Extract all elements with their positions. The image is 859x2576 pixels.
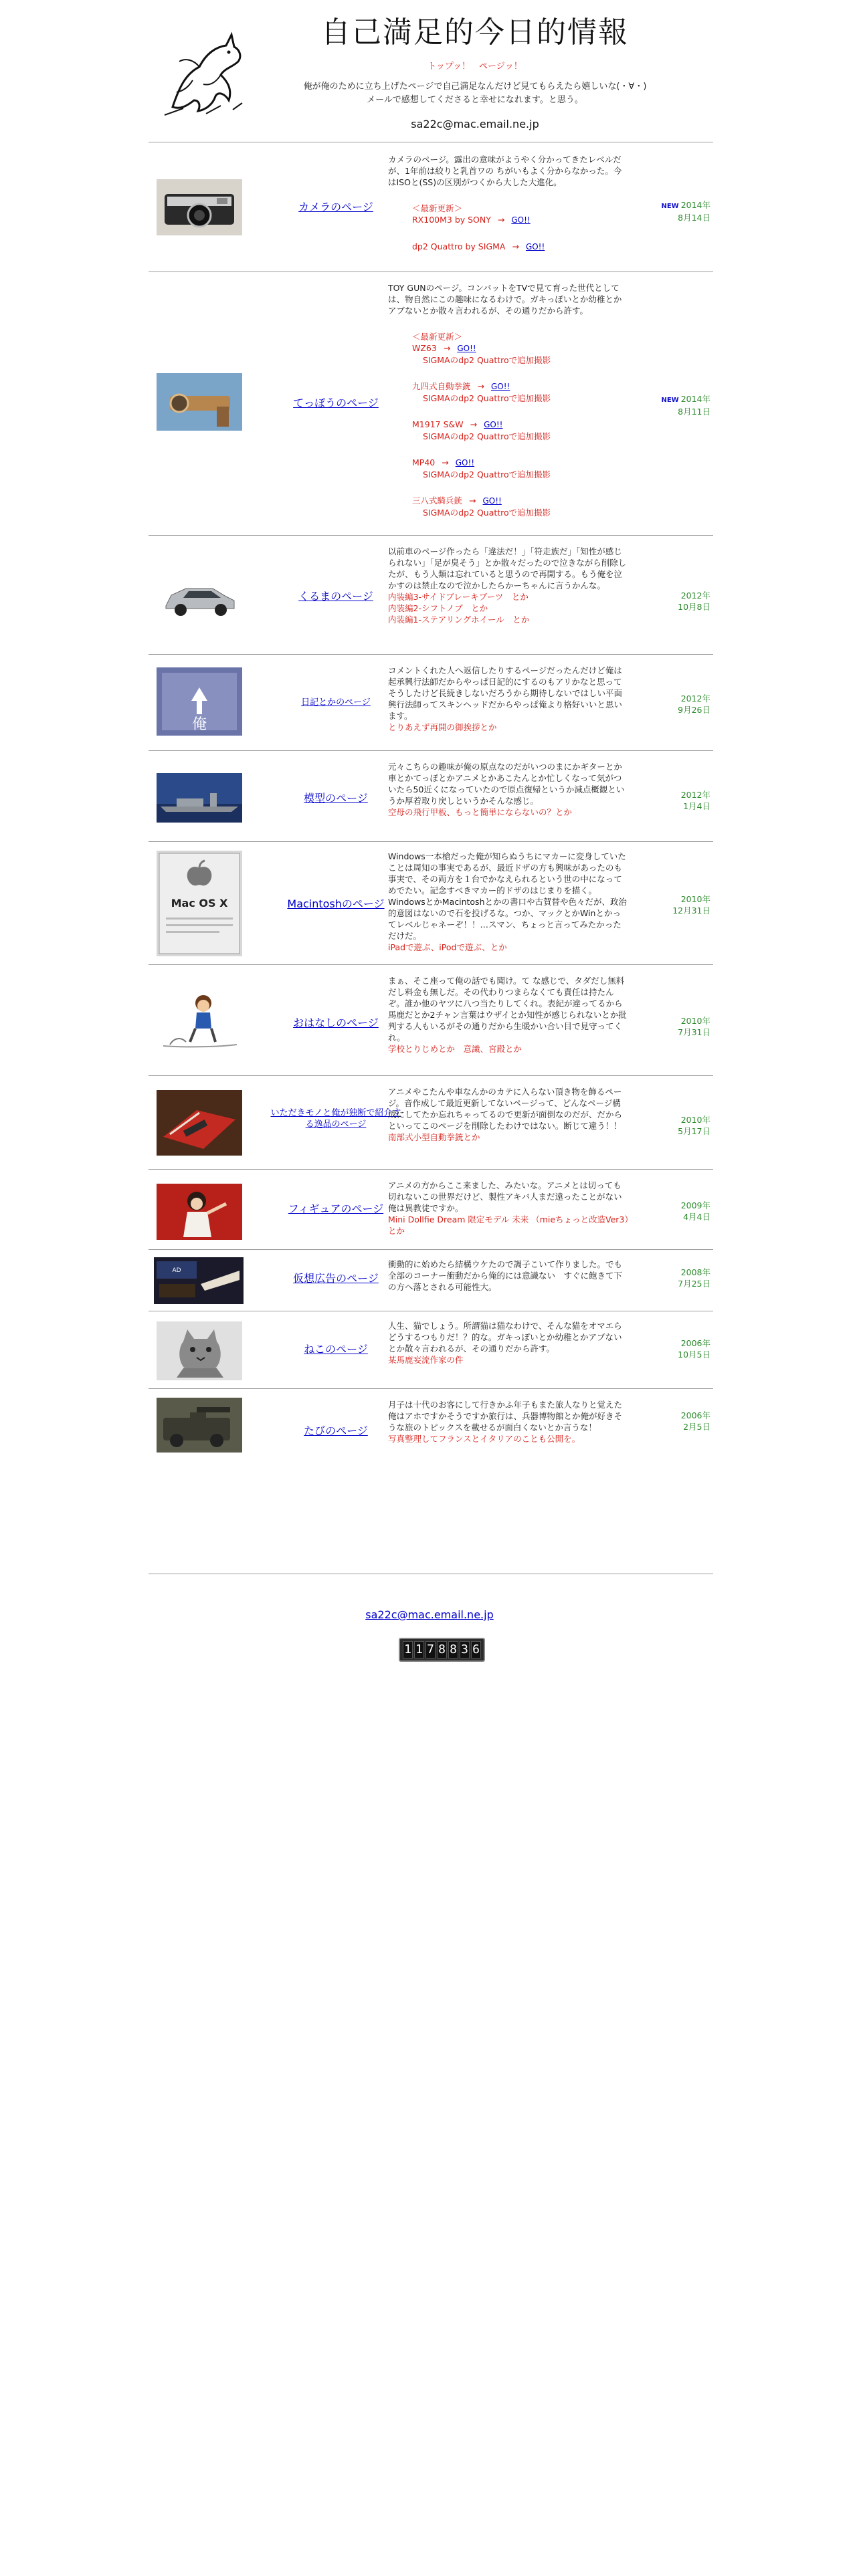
model-page-link[interactable]: 模型のページ xyxy=(304,792,368,804)
story-page-link[interactable]: おはなしのページ xyxy=(293,1016,379,1029)
access-counter: 1 1 7 8 8 3 6 xyxy=(399,1638,485,1662)
go-link[interactable]: GO!! xyxy=(525,242,545,251)
site-title: 自己満足的今日的情報 xyxy=(321,15,629,49)
story-thumbnail[interactable] xyxy=(157,990,242,1051)
update-item: 九四式自動拳銃 → GO!! xyxy=(412,381,510,391)
divider xyxy=(149,1169,713,1170)
divider xyxy=(149,1075,713,1076)
update-item: 三八式騎兵銃 → GO!! xyxy=(412,496,502,506)
footer-email-link[interactable]: sa22c@mac.email.ne.jp xyxy=(365,1608,494,1621)
site-description: 俺が俺のために立ち上げたページで自己満足なんだけど見てもらえたら嬉しいな(・∀・) メールで感想してくださると幸せになれます。と思う。 xyxy=(303,82,647,105)
row-date: 2006年 10月5日 xyxy=(678,1338,710,1360)
gun-page-link[interactable]: てっぽうのページ xyxy=(293,397,379,409)
wolf-drawing-icon xyxy=(159,27,248,120)
row-date: NEW 2014年 8月11日 xyxy=(661,394,710,417)
row-description: まぁ、そこ座って俺の話でも聞け。て な感じで、タダだし無料だし料金も無しだ。その代わりつまらなくても責任は持たんぞ。誰か他のヤツに八つ当たりしてくれ。表紀が違ってるから馬鹿だとか2チャン言葉はウザイとか知性が感じられないとか批判する人もいるがその通りだから生暖かい合い目で見守ってくれ。 学校とりじめとか 意識、宮殿とか xyxy=(388,976,627,1054)
divider xyxy=(149,654,713,655)
go-link[interactable]: GO!! xyxy=(455,458,475,467)
row-description: 元々こちらの趣味が俺の原点なのだがいつのまにかギターとか車とかてっぽとかアニメとかあこたんとか忙しくなって気がついたら50近くになっていたので原点復帰というか減点概観というか厚着取り戻しというかそんな感じ。 空母の飛行甲板、もっと簡単にならないの？とか xyxy=(388,762,625,817)
row-description: Windows一本槍だった俺が知らぬうちにマカーに変身していたことは周知の事実であるが、最近ドザの方も興味があったのも事実で、その両方を１台でかなえられるという世の中になってめでたい。記念すべきマカー的ドザのはじまりを描く。WindowsとかMacintoshとかの書口や古賀替や色々だが、政治的意図はないので石を投げるな。つか、マックとかWinとかってレベルじゃネーぞ！！…スマン、ちょっと言ってみたかっただけだ。 iPadで遊ぶ、iPodで遊ぶ、とか xyxy=(388,851,627,952)
svg-text:俺: 俺 xyxy=(191,716,207,733)
update-item: RX100M3 by SONY → GO!! xyxy=(412,215,531,225)
cat-page-link[interactable]: ねこのページ xyxy=(304,1343,368,1356)
row-description: 以前車のページ作ったら「違法だ！」「符走族だ」「知性が感じられない」「足が臭そう」とか散々だったので泣きながら削除したが、もう人類は忘れていると思うので再開する。もう俺を泣かすのは禁止なので泣かしたらかーちゃんに言うかんな。 内装編3-サイドブレーキブーツ とか 内装編2-シフトノブ とか 内装編1-ステアリングホイール とか xyxy=(388,546,627,625)
car-page-link[interactable]: くるまのページ xyxy=(298,590,373,603)
row-figure xyxy=(149,1170,713,1249)
update-item: MP40 → GO!! xyxy=(412,457,475,467)
gun-thumbnail[interactable] xyxy=(157,373,242,431)
ads-page-link[interactable]: 仮想広告のページ xyxy=(293,1272,379,1285)
car-thumbnail[interactable] xyxy=(157,570,242,623)
ads-thumbnail[interactable] xyxy=(154,1257,244,1304)
go-link[interactable]: GO!! xyxy=(484,420,503,429)
cat-thumbnail[interactable] xyxy=(157,1321,242,1380)
figure-thumbnail[interactable] xyxy=(157,1184,242,1240)
go-link[interactable]: GO!! xyxy=(457,344,476,353)
new-badge: NEW xyxy=(661,203,679,210)
mac-page-link[interactable]: Macintoshのページ xyxy=(287,897,385,910)
update-item: M1917 S&W → GO!! xyxy=(412,419,503,429)
row-description: カメラのページ。露出の意味がようやく分かってきたレベルだが、1年前は絞りと乳首ワの ちがいもよく分からなかった。今はISOと(SS)の区別がつくから大した大進化。 ＜最新更新＞ RX100M3 by SONY → GO!! dp2 Quattro by SIGMA → GO!! xyxy=(388,154,629,253)
update-item: WZ63 → GO!! xyxy=(412,343,476,353)
row-description: TOY GUNのページ。コンバットをTVで見て育った世代としては、物自然にこの趣味になるわけで。ガキっぽいとか幼稚とかアブないとか散々言われるが、その通りだから許す。 ＜最新更新＞ WZ63 → GO!! SIGMAのdp2 Quattroで追加撮影 九四式自動拳銃 → GO!! SIGMAのdp2 Quattroで追加撮影 M1917 S&W → GO!! SIGMAのdp2 Quattroで追加撮影 MP40 → GO!! SIGMAのdp2 Quattroで追加撮影 三八式騎兵銃 → GO!! SIGMAのdp2 Quattroで追加撮影 xyxy=(388,282,629,518)
mac-os-x-thumbnail[interactable] xyxy=(157,851,242,956)
go-link[interactable]: GO!! xyxy=(482,496,502,506)
divider xyxy=(149,964,713,965)
go-link[interactable]: GO!! xyxy=(511,215,531,225)
row-cats xyxy=(149,1312,713,1388)
camera-page-link[interactable]: カメラのページ xyxy=(298,201,373,213)
row-models xyxy=(149,752,713,841)
diary-page-link[interactable]: 日記とかのページ xyxy=(301,697,371,708)
row-date: 2006年 2月5日 xyxy=(680,1410,710,1432)
divider xyxy=(149,1388,713,1389)
site-subtitle: トップッ！ ページッ！ xyxy=(427,62,522,72)
row-diary xyxy=(149,655,713,750)
row-date: 2010年 5月17日 xyxy=(678,1115,710,1136)
svg-text:AD: AD xyxy=(172,1267,181,1274)
travel-page-link[interactable]: たびのページ xyxy=(304,1424,368,1437)
row-description: 人生、猫でしょう。所謂猫は猫なわけで、そんな猫をオマエらどうするつもりだ！？的な。ガキっぽいとか幼稚とかアブないとか散々言われるが、その通りだから許す。 某馬鹿妄流作家の件 xyxy=(388,1321,622,1365)
row-date: NEW 2014年 8月14日 xyxy=(661,200,710,223)
row-car xyxy=(149,536,713,654)
row-mac xyxy=(149,843,713,964)
divider xyxy=(149,1249,713,1250)
row-description: コメントくれた人へ返信したりするページだったんだけど俺は起承興行法師だからやっぱ日記的にするのもアリかなと思ってそうしたけど長続きしないだろうから期待しないではしい平面興行法師ってスキンヘッドだからやっぱ俺より格好いいと思います。 とりあえず再開の御挨拶とか xyxy=(388,665,623,732)
divider xyxy=(149,841,713,842)
row-date: 2012年 1月4日 xyxy=(680,790,710,811)
row-description: 衝動的に始めたら結構ウケたので調子こいて作りました。でも全部のコーナー衝動だから俺的には意識ない すぐに飽きて下の方へ落とされる可能性大。 xyxy=(388,1259,623,1292)
row-description: アニメの方からここ来ました、みたいな。アニメとは切っても切れないこの世界だけど、製性アキバ人まだ遠ったことがない俺は異教徒ですか。 Mini Dollfie Dream 限定モデル 未来 （mieちょっと改造Ver3）とか xyxy=(388,1180,629,1236)
svg-text:Mac OS X: Mac OS X xyxy=(171,897,228,909)
travel-thumbnail[interactable] xyxy=(157,1398,242,1453)
row-guns xyxy=(149,273,713,535)
row-date: 2012年 9月26日 xyxy=(678,693,710,715)
row-date: 2010年 7月31日 xyxy=(678,1016,710,1037)
update-item: dp2 Quattro by SIGMA → GO!! xyxy=(412,241,545,251)
row-travel xyxy=(149,1390,713,1457)
row-date: 2008年 7月25日 xyxy=(678,1267,710,1289)
header-email: sa22c@mac.email.ne.jp xyxy=(411,118,539,130)
row-camera xyxy=(149,143,713,272)
new-badge: NEW xyxy=(661,397,679,404)
row-date: 2012年 10月8日 xyxy=(678,591,710,612)
go-link[interactable]: GO!! xyxy=(491,382,510,391)
gifts-page-link[interactable]: いただきモノと俺が独断で紹介する逸品のページ xyxy=(270,1108,401,1130)
row-ads xyxy=(149,1251,713,1311)
divider xyxy=(149,750,713,751)
row-date: 2010年 12月31日 xyxy=(672,894,710,916)
row-date: 2009年 4月4日 xyxy=(680,1200,710,1222)
gifts-thumbnail[interactable] xyxy=(157,1090,242,1156)
model-ship-thumbnail[interactable] xyxy=(157,773,242,823)
figure-page-link[interactable]: フィギュアのページ xyxy=(288,1202,384,1215)
divider xyxy=(149,535,713,536)
camera-thumbnail[interactable] xyxy=(157,179,242,235)
row-gifts xyxy=(149,1077,713,1169)
row-description: 月子は十代のお客にして行きかふ年子もまた旅人なりと覚えた俺はアホですかそうですか旅行は、兵器博物館とか俺が好きそうな旅のトピックスを載せるが面白くないとか言うな！ 写真整理してフランスとイタリアのことも公開を。 xyxy=(388,1400,623,1444)
row-story xyxy=(149,966,713,1075)
diary-thumbnail[interactable] xyxy=(157,667,242,736)
row-description: アニメやこたんや車なんかのカテに入らない頂き物を飾るページ。音作成して最近更新してないページって、どんなページ構成にしてたか忘れちゃってるので更新が面倒なのだが、だからといってこのページを削除したわけではない。断じて違う！！ 南部式小型自動拳銃とか xyxy=(388,1087,623,1142)
